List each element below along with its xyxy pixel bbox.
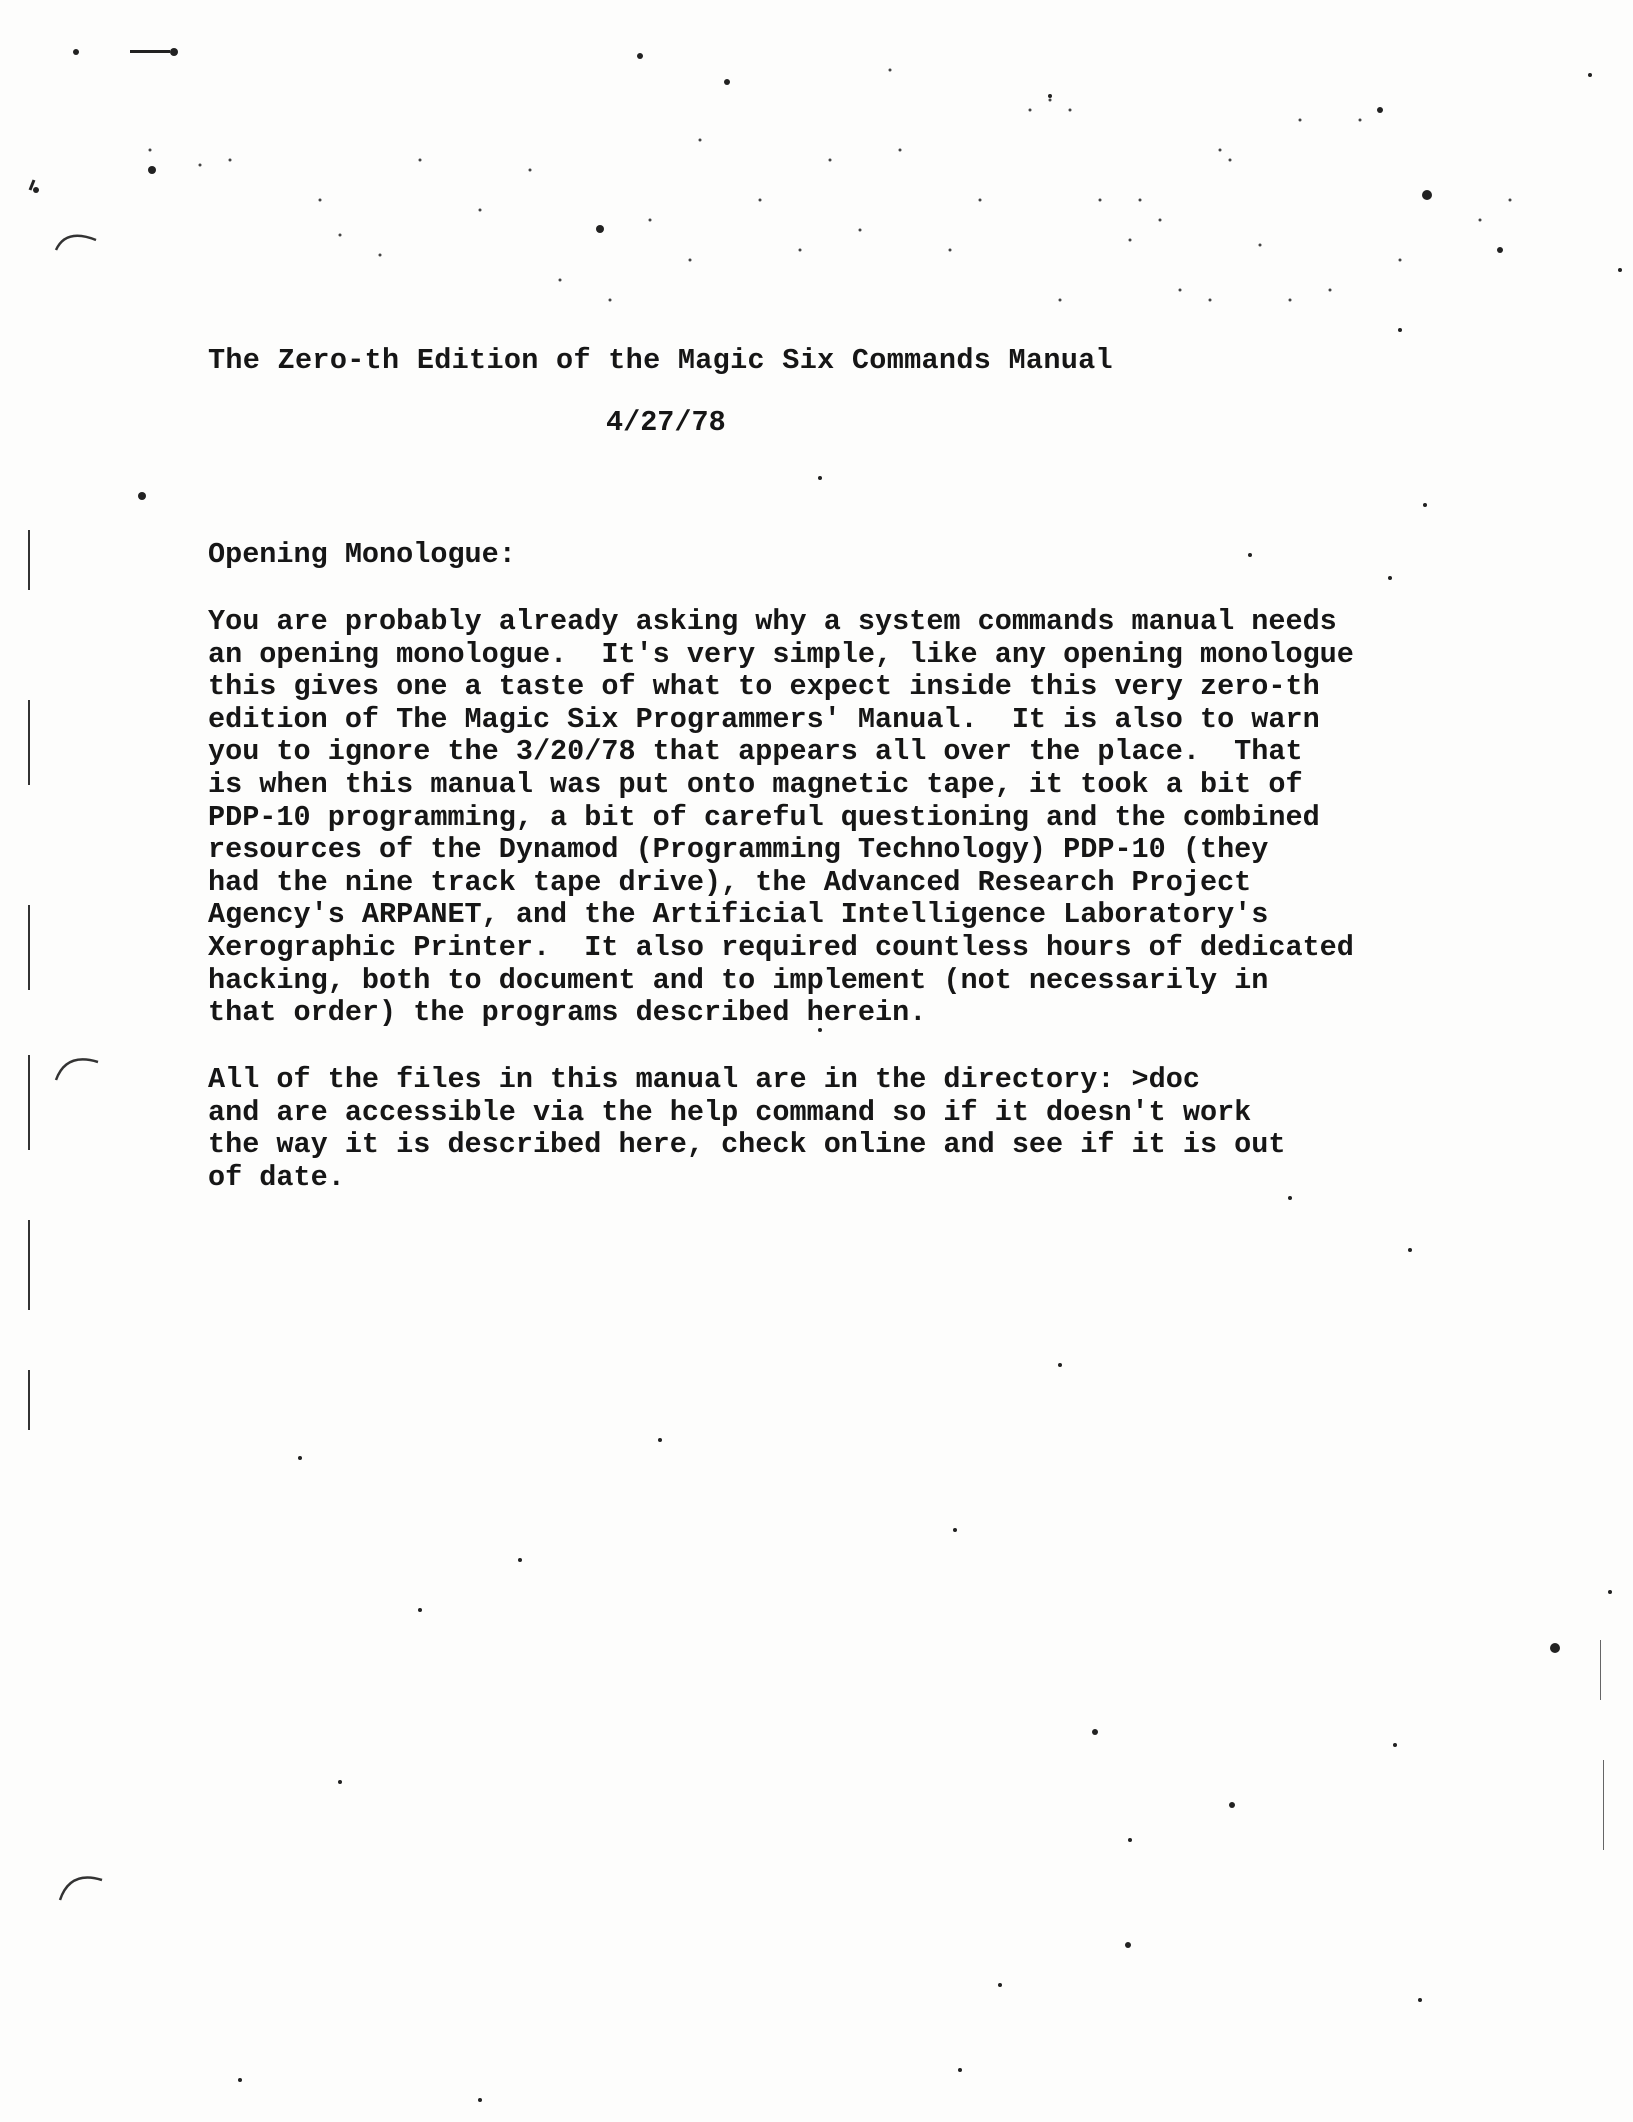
paragraph-intro [208, 606, 1354, 1030]
text-line: an opening monologue. It's very simple, like any opening monologue [208, 637, 1354, 671]
text-line: this gives one a taste of what to expect inside this very zero-th [208, 670, 1320, 704]
document-title: The Zero-th Edition of the Magic Six Commands Manual [208, 344, 1113, 377]
text-line: you to ignore the 3/20/78 that appears all over the place. That [208, 735, 1303, 769]
binder-mark [28, 1370, 30, 1430]
text-line: is when this manual was put onto magnetic tape, it took a bit of [208, 767, 1303, 801]
text-line: the way it is described here, check online and see if it is out [208, 1128, 1286, 1162]
binder-mark [28, 905, 30, 990]
binder-mark [28, 1220, 30, 1310]
text-line: of date. [208, 1160, 345, 1194]
binder-mark [28, 530, 30, 590]
text-line: Agency's ARPANET, and the Artificial Intelligence Laboratory's [208, 898, 1269, 932]
binder-mark [28, 1055, 30, 1150]
text-line: edition of The Magic Six Programmers' Manual. It is also to warn [208, 702, 1320, 736]
text-line: that order) the programs described herein. [208, 996, 927, 1030]
text-line: had the nine track tape drive), the Advanced Research Project [208, 865, 1252, 899]
text-line: Xerographic Printer. It also required countless hours of dedicated [208, 930, 1354, 964]
text-line: You are probably already asking why a system commands manual needs [208, 605, 1337, 638]
text-line: and are accessible via the help command so if it doesn't work [208, 1095, 1252, 1129]
text-line: All of the files in this manual are in the directory: >doc [208, 1063, 1200, 1096]
section-heading: Opening Monologue: [208, 538, 516, 571]
paragraph-files [208, 1064, 1285, 1194]
binder-mark [1603, 1760, 1604, 1850]
binder-mark [28, 700, 30, 785]
document-date: 4/27/78 [606, 406, 726, 439]
binder-mark [1600, 1640, 1601, 1700]
text-line: PDP-10 programming, a bit of careful questioning and the combined [208, 800, 1320, 834]
text-line: resources of the Dynamod (Programming Technology) PDP-10 (they [208, 833, 1269, 867]
text-line: hacking, both to document and to implement (not necessarily in [208, 963, 1269, 997]
